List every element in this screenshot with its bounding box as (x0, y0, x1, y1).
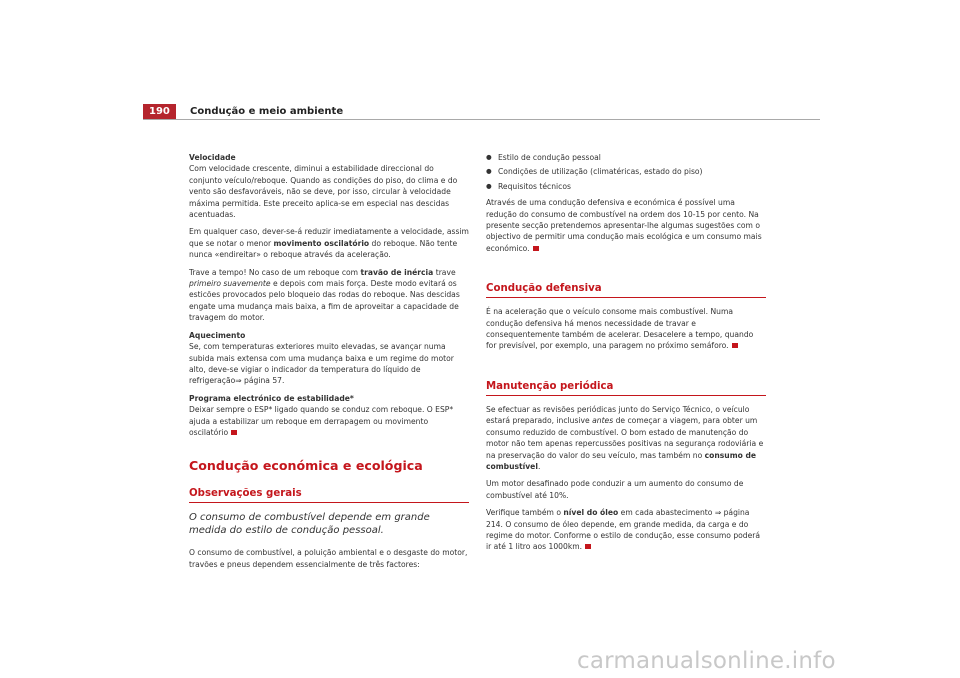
observacoes-heading: Observações gerais (189, 488, 302, 500)
text-run: trave (433, 267, 456, 277)
bold-term: nível do óleo (563, 508, 619, 518)
italic-term: antes (592, 416, 614, 426)
text-run: do reboque. Não tente nunca «endireitar» o reboque através da aceleração. (189, 238, 458, 260)
text-run: É na aceleração que o veículo consome mais combustível. Numa condução defensiva há menos necessidade de travar e consequentemente também de acelerar. Desacelere a tempo, quando for previsível, por exemplo, una paragem no próximo semáforo. (486, 307, 754, 351)
observacoes-lead: O consumo de combustível depende em grande medida do estilo de condução pessoal. (189, 512, 430, 537)
text-run: Trave a tempo! No caso de um reboque com (189, 267, 361, 277)
aquecimento-heading: Aquecimento (189, 330, 246, 340)
list-item: ● Condições de utilização (climatéricas, estado do piso) (486, 166, 766, 177)
right-column (486, 152, 766, 559)
section-title: Condução económica e ecológica (189, 458, 423, 474)
velocidade-paragraph-1: Com velocidade crescente, diminui a estabilidade direccional do conjunto veículo/reboque. Quando as condições do piso, do clima e do vento são desfavoráveis, não se deve, por isso, circular à velocidade máxima permitida. Este preceito aplica-se em especial nas descidas acentuadas. (189, 164, 458, 220)
italic-term: primeiro suavemente (189, 279, 271, 289)
page-reference-link[interactable]: ⇒ página 57 (235, 376, 283, 386)
velocidade-paragraph-2 (189, 226, 469, 260)
observacoes-paragraph: O consumo de combustível, a poluição ambiental e o desgaste do motor, travões e pneus dependem essencialmente de três factores: (189, 548, 468, 569)
manutencao-paragraph-1 (486, 404, 766, 472)
manutencao-paragraph-2: Um motor desafinado pode conduzir a um aumento do consumo de combustível até 10%. (486, 479, 744, 500)
end-of-section-icon (533, 246, 539, 251)
text-run: e depois com mais força. Deste modo evitará os esticões provocados pelo bloqueio das rodas do reboque. Nas descidas engate uma mudança mais baixa, a fim de aproveitar a capacidade de travagem do motor. (189, 279, 460, 323)
factor-list (486, 152, 766, 192)
end-of-section-icon (231, 430, 237, 435)
list-item: ● Requisitos técnicos (486, 181, 766, 192)
text-run: Deixar sempre o ESP* ligado quando se conduz com reboque. O ESP* ajuda a estabilizar um reboque em derrapagem ou movimento oscilatório (189, 405, 454, 437)
watermark: carmanualsonline.info (577, 648, 836, 674)
heading-underline (486, 395, 766, 396)
text-run: . (282, 376, 285, 386)
text-run: . (537, 461, 541, 471)
end-of-section-icon (585, 544, 591, 549)
velocidade-paragraph-3 (189, 267, 469, 324)
velocidade-heading: Velocidade (189, 153, 236, 162)
text-run: Se efectuar as revisões periódicas junto do Serviço Técnico, o veículo estará preparado, inclusive (486, 404, 750, 426)
heading-underline (189, 502, 469, 503)
manutencao-paragraph-3 (486, 507, 766, 553)
text-run: Verifique também o (486, 508, 564, 518)
text-run: Através de uma condução defensiva e económica é possível uma redução do consumo de combustível na ordem dos 10-15 por cento. Na presente secção pretendemos apresentar-lhe algumas sugestões com o objectivo de permitir uma condução mais ecológica e um consumo mais económico. (486, 198, 762, 253)
page-number: 190 (143, 104, 176, 119)
text-run: de começar a viagem, para obter um consumo reduzido de combustível. O bom estado de manutenção do motor não tem apenas repercussões positivas na segurança rodoviária e na preservação do valor do seu veículo, mas também no (486, 416, 764, 460)
manutencao-heading: Manutenção periódica (486, 380, 614, 392)
left-column (189, 152, 469, 576)
text-run: em cada abastecimento (618, 508, 715, 518)
bold-term: consumo de combustível (486, 450, 757, 471)
text-run: Se, com temperaturas exteriores muito elevadas, se avançar numa subida mais extensa com uma mudança baixa e um regime do motor alto, deve-se vigiar o indicador da temperatura do líquido de refrigeração (189, 342, 454, 386)
text-run: . O consumo de óleo depende, em grande medida, da carga e do regime do motor. Conforme o estilo de condução, esse consumo poderá ir até 1 litro aos 1000km. (486, 519, 761, 552)
bold-term: movimento oscilatório (273, 238, 370, 248)
intro-paragraph (486, 197, 766, 254)
end-of-section-icon (732, 343, 738, 348)
header-divider (143, 119, 820, 120)
aquecimento-paragraph (189, 341, 469, 387)
esp-paragraph (189, 404, 469, 438)
bold-term: travão de inércia (360, 267, 434, 277)
page-reference-link[interactable]: ⇒ página 214 (486, 508, 750, 529)
esp-heading: Programa electrónico de estabilidade* (189, 393, 354, 403)
page-header-title: Condução e meio ambiente (190, 106, 344, 117)
text-run: Em qualquer caso, dever-se-á reduzir imediatamente a velocidade, assim que se notar o menor (189, 227, 469, 248)
defensiva-heading: Condução defensiva (486, 283, 602, 295)
defensiva-paragraph (486, 306, 766, 352)
heading-underline (486, 297, 766, 298)
list-item: ● Estilo de condução pessoal (486, 152, 766, 163)
